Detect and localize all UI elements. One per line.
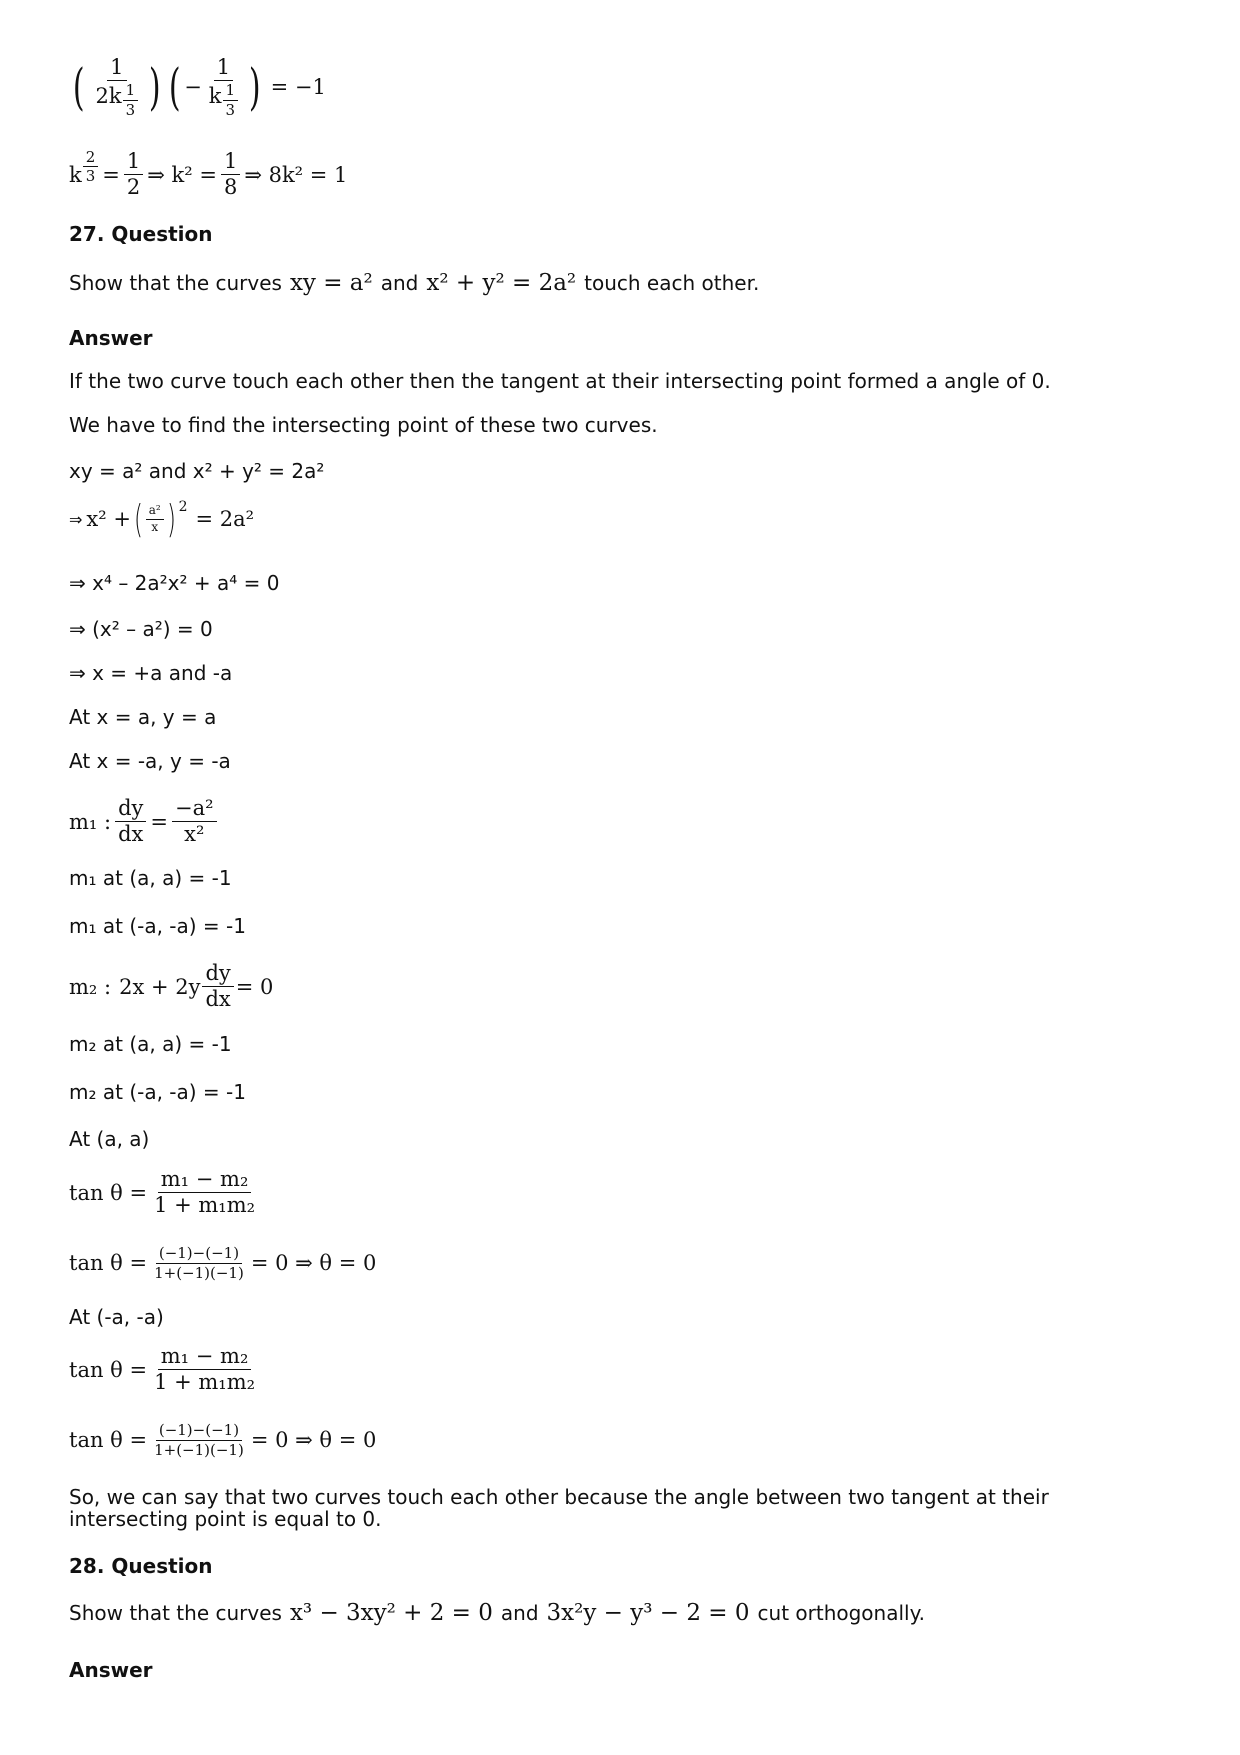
equation-line: ⇒ x = +a and -a <box>69 661 233 685</box>
fraction-values: $\frac{(-1)-(-1)}{1+(-1)(-1)}$ <box>154 1244 244 1282</box>
equation-k-value: k $\frac{2}{3}$ = $\frac{1}{2}$ ⇒ k² = $\frac{1}{8}$ ⇒ 8k² = 1 <box>69 147 348 200</box>
fraction-one-over-k: 1 k $\frac{1}{3}$ <box>206 56 241 118</box>
right-paren: ) <box>149 58 161 117</box>
equation-tan-formula: tan θ = $\frac{\text{m₁ − m₂}}{\text{1 + m₁m₂}}$ <box>69 1168 262 1217</box>
question-heading: 27. Question <box>69 222 213 246</box>
equation-line: ⇒ x⁴ – 2a²x² + a⁴ = 0 <box>69 571 280 595</box>
equation-tan-formula: tan θ = $\frac{\text{m₁ − m₂}}{\text{1 + m₁m₂}}$ <box>69 1345 262 1394</box>
equation-product-slopes: ( 1 2k $\frac{1}{3}$ ) ( − 1 k $\frac{1}{3}$ ) = −1 <box>72 55 326 119</box>
left-paren: ( <box>72 58 85 117</box>
equation-substitution: ⇒ x² + ( $\frac{\text{a²}}{x}$ ) 2 = 2a² <box>69 497 255 541</box>
text-line: At x = -a, y = -a <box>69 749 231 773</box>
text-line: If the two curve touch each other then the tangent at their intersecting point formed a angle of 0. <box>69 369 1051 393</box>
right-paren: ) <box>248 58 261 117</box>
text-line: m₁ at (-a, -a) = -1 <box>69 914 246 938</box>
fraction-eighth: $\frac{1}{8}$ <box>221 150 240 199</box>
text-line: m₂ at (-a, -a) = -1 <box>69 1080 246 1104</box>
equation-line: ⇒ (x² – a²) = 0 <box>69 617 213 641</box>
question-heading: 28. Question <box>69 1554 213 1578</box>
text-line: At (-a, -a) <box>69 1305 164 1329</box>
text-line: At x = a, y = a <box>69 705 217 729</box>
fraction-half: $\frac{1}{2}$ <box>124 150 143 199</box>
fraction-dy-dx: $\frac{dy}{dx}$ <box>202 962 233 1011</box>
conclusion-paragraph: So, we can say that two curves touch each other because the angle between two tangent at their intersecting point is equal to 0. <box>69 1485 1049 1532</box>
fraction-values: $\frac{(-1)-(-1)}{1+(-1)(-1)}$ <box>154 1421 244 1459</box>
text-line: At (a, a) <box>69 1127 150 1151</box>
equation-m1-derivative: m₁ : $\frac{dy}{dx}$ = $\frac{\text{−a²}}{\text{x²}}$ <box>69 797 221 846</box>
exponent-two-thirds: $\frac{2}{3}$ <box>83 149 99 185</box>
question-prompt: Show that the curves xy = a² and x² + y² = 2a² touch each other. <box>69 270 760 296</box>
left-paren: ( <box>168 58 181 117</box>
question-prompt: Show that the curves x³ − 3xy² + 2 = 0 and 3x²y − y³ − 2 = 0 cut orthogonally. <box>69 1600 925 1626</box>
fraction-neg-a2-over-x2: $\frac{\text{−a²}}{\text{x²}}$ <box>172 797 217 846</box>
fraction-one-over-2k: 1 2k $\frac{1}{3}$ <box>93 56 142 118</box>
text-line: m₂ at (a, a) = -1 <box>69 1032 232 1056</box>
equation-line: xy = a² and x² + y² = 2a² <box>69 459 325 483</box>
answer-label: Answer <box>69 326 153 350</box>
fraction-slopes: $\frac{\text{m₁ − m₂}}{\text{1 + m₁m₂}}$ <box>154 1167 256 1218</box>
fraction-dy-dx: $\frac{dy}{dx}$ <box>115 797 146 846</box>
text-line: m₁ at (a, a) = -1 <box>69 866 232 890</box>
equation-tan-value: tan θ = $\frac{(-1)-(-1)}{1+(-1)(-1)}$ = 0 ⇒ θ = 0 <box>69 1421 377 1459</box>
equation-tan-value: tan θ = $\frac{(-1)-(-1)}{1+(-1)(-1)}$ = 0 ⇒ θ = 0 <box>69 1244 377 1282</box>
text-line: We have to find the intersecting point of these two curves. <box>69 413 658 437</box>
fraction-slopes: $\frac{\text{m₁ − m₂}}{\text{1 + m₁m₂}}$ <box>154 1344 256 1395</box>
fraction-a2-over-x: $\frac{\text{a²}}{x}$ <box>146 504 164 533</box>
answer-label: Answer <box>69 1658 153 1682</box>
equation-m2-derivative: m₂ : 2x + 2y $\frac{dy}{dx}$ = 0 <box>69 961 274 1012</box>
